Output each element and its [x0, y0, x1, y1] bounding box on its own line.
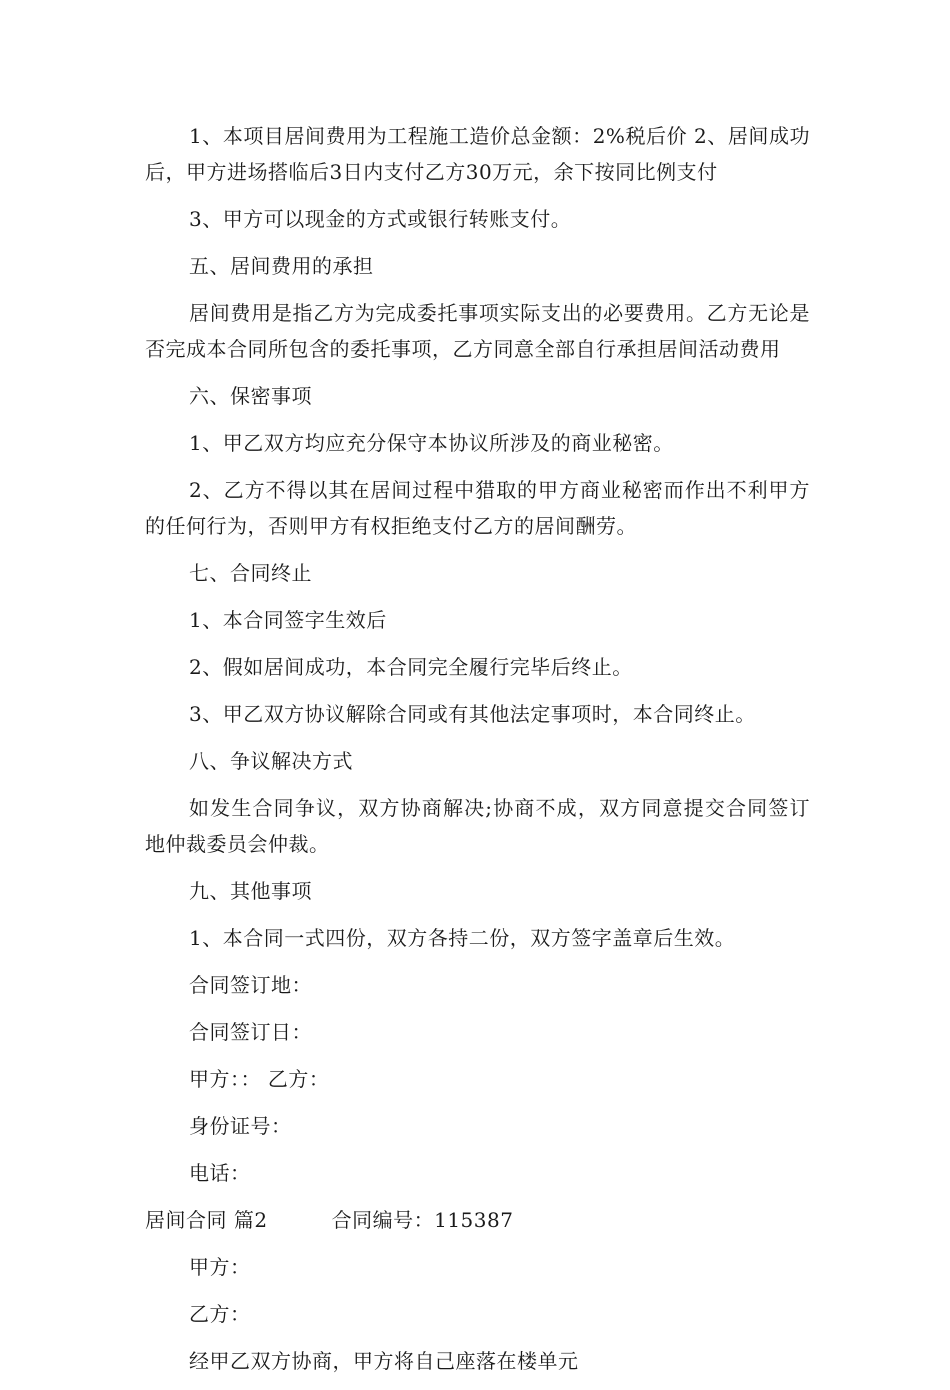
section-heading-6: 六、保密事项	[189, 384, 312, 408]
section2-title: 居间合同 篇2	[145, 1208, 268, 1232]
section-heading-7: 七、合同终止	[189, 561, 312, 585]
paragraph-agreement-intro: 经甲乙双方协商，甲方将自己座落在楼单元	[189, 1349, 579, 1373]
paragraph-payment-method: 3、甲方可以现金的方式或银行转账支付。	[189, 207, 572, 231]
paragraph-termination-1: 1、本合同签字生效后	[189, 608, 387, 632]
field-signing-place: 合同签订地：	[189, 973, 312, 997]
field-party-b: 乙方：	[189, 1302, 251, 1326]
field-parties: 甲方：： 乙方：	[189, 1067, 330, 1091]
paragraph-fee-terms: 1、本项目居间费用为工程施工造价总金额：2%税后价 2、居间成功后，甲方进场搭临后3日内支付乙方30万元，余下按同比例支付	[145, 124, 810, 184]
field-phone: 电话：	[189, 1161, 251, 1185]
paragraph-termination-3: 3、甲乙双方协议解除合同或有其他法定事项时，本合同终止。	[189, 702, 756, 726]
paragraph-confidentiality-2: 2、乙方不得以其在居间过程中猎取的甲方商业秘密而作出不利甲方的任何行为，否则甲方有权拒绝支付乙方的居间酬劳。	[145, 478, 810, 538]
paragraph-termination-2: 2、假如居间成功，本合同完全履行完毕后终止。	[189, 655, 633, 679]
section-heading-5: 五、居间费用的承担	[189, 254, 374, 278]
field-party-a: 甲方：	[189, 1255, 251, 1279]
paragraph-expense-definition: 居间费用是指乙方为完成委托事项实际支出的必要费用。乙方无论是否完成本合同所包含的委托事项，乙方同意全部自行承担居间活动费用	[145, 301, 810, 361]
paragraph-confidentiality-1: 1、甲乙双方均应充分保守本协议所涉及的商业秘密。	[189, 431, 674, 455]
paragraph-copies: 1、本合同一式四份，双方各持二份，双方签字盖章后生效。	[189, 926, 736, 950]
section-heading-9: 九、其他事项	[189, 879, 312, 903]
section-heading-8: 八、争议解决方式	[189, 749, 353, 773]
contract-number: 合同编号：115387	[331, 1208, 514, 1232]
paragraph-dispute-resolution: 如发生合同争议，双方协商解决;协商不成，双方同意提交合同签订地仲裁委员会仲裁。	[145, 796, 810, 856]
field-signing-date: 合同签订日：	[189, 1020, 312, 1044]
field-id-number: 身份证号：	[189, 1114, 292, 1138]
document-body	[145, 118, 810, 1390]
section2-header	[145, 1202, 810, 1238]
